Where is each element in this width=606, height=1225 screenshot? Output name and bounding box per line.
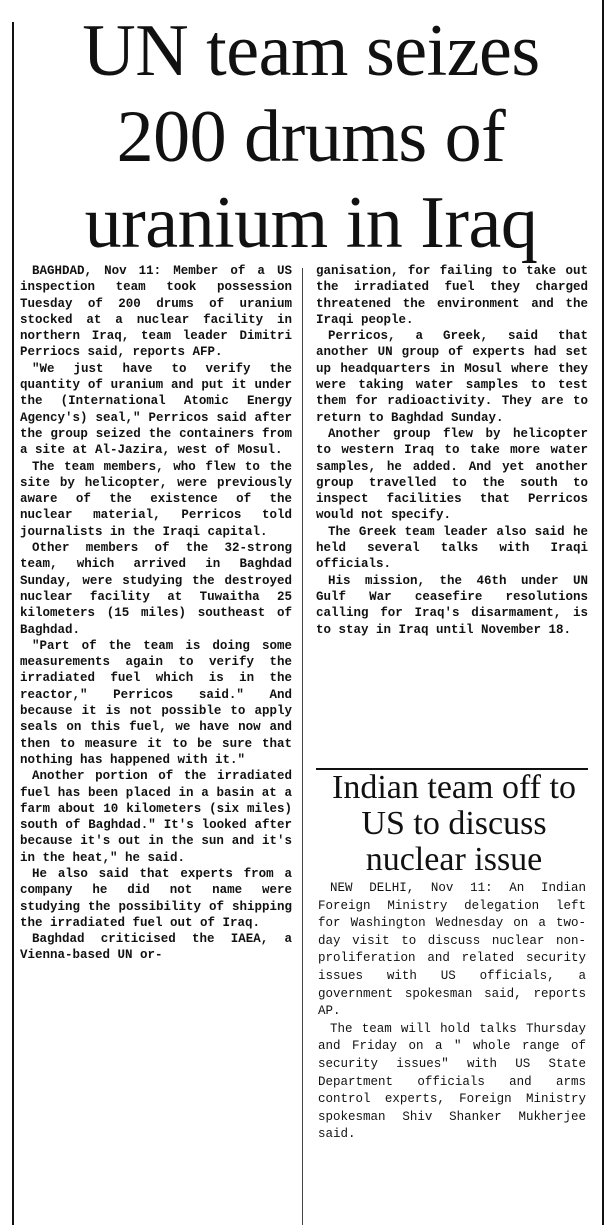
paragraph: The team members, who flew to the site by helicopter, were previously aware of the existence of the nuclear material, Perricos told journalists in the Iraqi capital. (20, 459, 292, 539)
article1-column-1 (20, 263, 292, 964)
paragraph: Baghdad criticised the IAEA, a Vienna-based UN or- (20, 932, 292, 963)
article2-body (318, 880, 586, 1144)
main-headline: UN team seizes 200 drums of uranium in Iraq (82, 10, 540, 264)
paragraph: The team will hold talks Thursday and Friday on a " whole range of security issues" with US State Department officials and arms control experts, Foreign Ministry spokesman Shiv Shanker Mukherjee said. (318, 1021, 586, 1142)
article1-column-2 (316, 263, 588, 638)
paragraph: He also said that experts from a company he did not name were studying the possibility of shipping the irradiated fuel out of Iraq. (20, 866, 292, 930)
paragraph: The Greek team leader also said he held several talks with Iraqi officials. (316, 524, 588, 572)
paragraph: "Part of the team is doing some measurements again to verify the irradiated fuel which is in the reactor," Perricos said." And because it is not possible to apply seals on this fuel, we have now and then to measure it to be sure that nothing has happened with it." (20, 638, 292, 767)
paragraph: ganisation, for failing to take out the irradiated fuel they charged threatened the environment and the Iraqi people. (316, 264, 588, 327)
column-divider (302, 268, 303, 1225)
paragraph: Another group flew by helicopter to western Iraq to take more water samples, he added. And yet another group travelled to the south to inspect facilities that Perricos would not specify. (316, 426, 588, 523)
paragraph: "We just have to verify the quantity of uranium and put it under the (International Atomic Energy Agency's) seal," Perricos said after the group seized the containers from a site at Al-Jazira, west of Mosul. (20, 361, 292, 458)
paragraph: Perricos, a Greek, said that another UN group of experts had set up headquarters in Mosul where they were taking water samples to test them for radioactivity. They are to return to Baghdad Sunday. (316, 329, 588, 425)
second-headline: Indian team off to US to discuss nuclear issue (332, 769, 576, 878)
paragraph: NEW DELHI, Nov 11: An Indian Foreign Ministry delegation left for Washington Wednesday on a two-day visit to discuss nuclear non-proliferation and related security issues with US officials, a government spokesman said, reports AP. (318, 881, 586, 1019)
paragraph: His mission, the 46th under UN Gulf War ceasefire resolutions calling for Iraq's disarmament, is to stay in Iraq until November 18. (316, 573, 588, 637)
left-column-rule (12, 22, 14, 1225)
paragraph: Another portion of the irradiated fuel has been placed in a basin at a farm about 10 kilometers (six miles) south of Baghdad." It's looked after because it's out in the sun and it's in the heat," he said. (20, 769, 292, 865)
right-edge-rule (602, 0, 604, 1225)
paragraph: BAGHDAD, Nov 11: Member of a US inspection team took possession Tuesday of 200 drums of uranium stocked at a nuclear facility in northern Iraq, team leader Dimitri Perriocs said, reports AFP. (20, 264, 292, 360)
paragraph: Other members of the 32-strong team, which arrived in Baghdad Sunday, were studying the destroyed nuclear facility at Tuwaitha 25 kilometers (15 miles) southeast of Baghdad. (20, 541, 292, 637)
